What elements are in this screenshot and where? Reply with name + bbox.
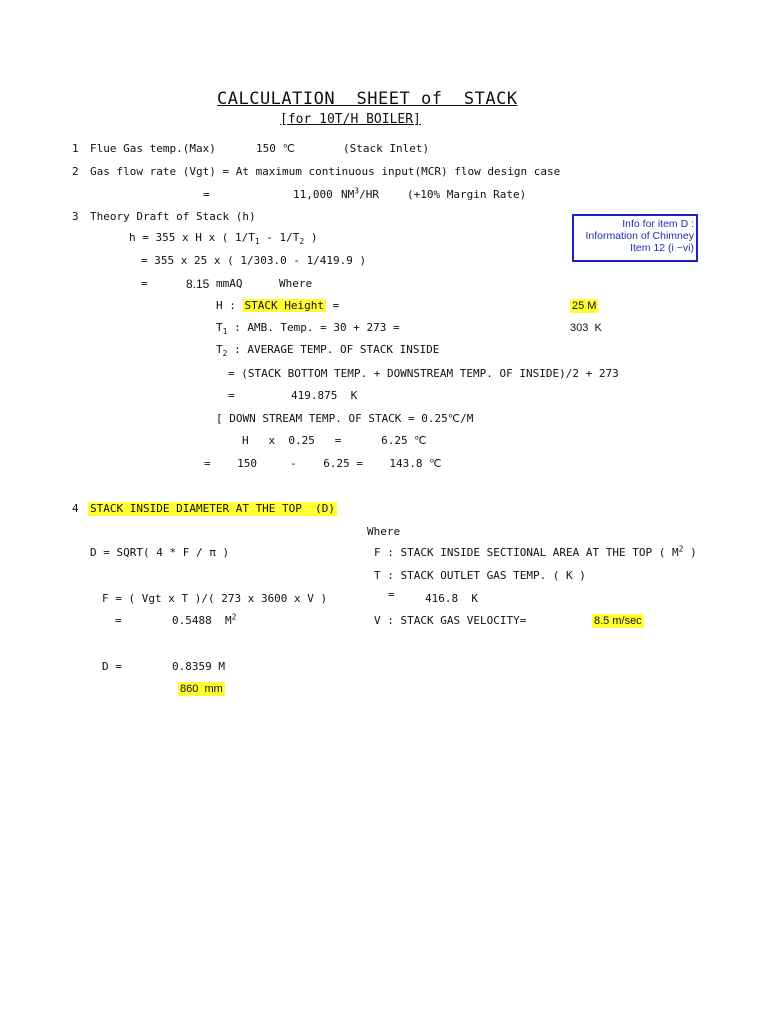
item4-label: STACK INSIDE DIAMETER AT THE TOP (D) (90, 502, 336, 515)
item2-number: 2 (72, 165, 79, 178)
info-line-1: Info for item D : (622, 218, 694, 230)
item1-label: Flue Gas temp.(Max) (90, 142, 216, 155)
item3-result-unit: mmAQ (216, 277, 243, 290)
item2-unit-sup: 3 (354, 186, 360, 196)
info-line-2: Information of Chimney (585, 230, 694, 242)
item3-formula-sub1: 1 (254, 237, 260, 247)
item3-formula-pre: h = 355 x H x ( 1/T (129, 231, 255, 244)
item3-where: Where (279, 277, 313, 290)
f-definition-sup: 2 (678, 544, 684, 554)
item2-note: (+10% Margin Rate) (407, 188, 527, 201)
f-definition-pre: F : STACK INSIDE SECTIONAL AREA AT THE TOP ( M (374, 546, 679, 559)
f-formula: F = ( Vgt x T )/( 273 x 3600 x V ) (102, 592, 328, 605)
stack-height-value: 25 M (572, 300, 597, 312)
d-equals: D = (102, 660, 122, 673)
item4-number: 4 (72, 502, 79, 515)
v-definition: V : STACK GAS VELOCITY= (374, 614, 527, 627)
t1-sub: 1 (222, 327, 228, 337)
item1-value: 150 ℃ (256, 142, 295, 155)
info-box (572, 214, 698, 262)
item3-formula-post: ) (304, 231, 318, 244)
item2-line: Gas flow rate (Vgt) = At maximum continuous input(MCR) flow design case (90, 165, 561, 178)
item3-result-value: 8.15 (186, 277, 210, 291)
item3-result-equals: = (141, 277, 148, 290)
t2-text: : AVERAGE TEMP. OF STACK INSIDE (227, 343, 440, 356)
item4-where: Where (367, 525, 401, 538)
page-title: CALCULATION SHEET of STACK (217, 89, 518, 109)
item3-formula-sub2: 2 (299, 237, 305, 247)
item3-number: 3 (72, 210, 79, 223)
h-definition-post: = (325, 299, 340, 312)
downstream-note: [ DOWN STREAM TEMP. OF STACK = 0.25℃/M (216, 412, 474, 425)
t-equals: = (388, 588, 395, 601)
item2-equals: = (203, 188, 210, 201)
item3-label: Theory Draft of Stack (h) (90, 210, 256, 223)
d-mm-value: 860 mm (180, 683, 223, 695)
h-definition (216, 299, 339, 313)
t2-equals: = (228, 389, 235, 402)
item1-note: (Stack Inlet) (343, 142, 430, 155)
f-value-unit: M (225, 614, 232, 627)
t2-value: 419.875 K (291, 389, 358, 402)
t1-definition (216, 321, 400, 335)
f-definition (374, 546, 697, 560)
downstream-calc: H x 0.25 = 6.25 ℃ (242, 434, 427, 447)
stack-height-highlight: STACK Height (244, 299, 324, 312)
t2-sub: 2 (222, 349, 228, 359)
d-value: 0.8359 M (172, 660, 225, 673)
h-definition-pre: H : (216, 299, 243, 312)
item3-formula-mid: - 1/T (259, 231, 300, 244)
item2-unit-pre: NM (341, 188, 355, 201)
t-value: 416.8 K (425, 592, 478, 605)
item3-formula (129, 231, 318, 245)
downstream-final: = 150 - 6.25 = 143.8 ℃ (204, 457, 442, 470)
t-definition: T : STACK OUTLET GAS TEMP. ( K ) (374, 569, 586, 582)
info-line-3: Item 12 (i ~vi) (630, 242, 694, 254)
item1-number: 1 (72, 142, 79, 155)
page-subtitle: [for 10T/H BOILER] (280, 112, 421, 127)
d-formula: D = SQRT( 4 * F / π ) (90, 546, 230, 559)
t1-symbol: T (216, 321, 223, 334)
t2-definition (216, 343, 439, 357)
f-value-number: 0.5488 (172, 614, 212, 627)
t2-symbol: T (216, 343, 223, 356)
t2-formula: = (STACK BOTTOM TEMP. + DOWNSTREAM TEMP. OF INSIDE)/2 + 273 (228, 367, 619, 380)
velocity-value: 8.5 m/sec (594, 615, 642, 627)
item2-value: 11,000 (293, 188, 333, 201)
t1-value: 303 K (570, 322, 602, 334)
f-definition-post: ) (683, 546, 697, 559)
f-value-sup: 2 (231, 612, 237, 622)
item2-unit-post: /HR (359, 188, 379, 201)
item2-unit (341, 188, 379, 202)
item3-substitution: = 355 x 25 x ( 1/303.0 - 1/419.9 ) (141, 254, 367, 267)
f-value (172, 614, 236, 628)
t1-text: : AMB. Temp. = 30 + 273 = (227, 321, 400, 334)
f-equals: = (115, 614, 122, 627)
